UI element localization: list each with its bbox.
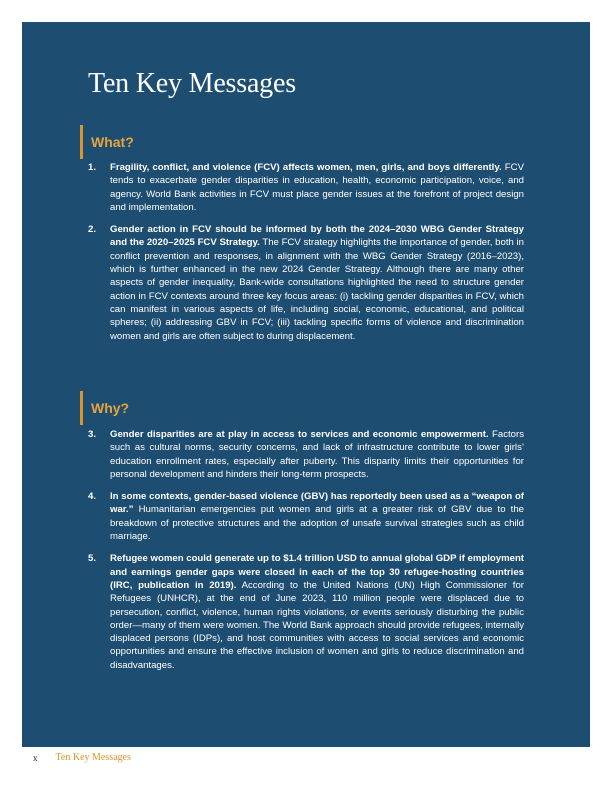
page-title: Ten Key Messages bbox=[88, 68, 296, 99]
item-lead: Refugee women could generate up to $1.4 trillion USD to annual global GDP if employment and earnings gender gaps were closed in each of the top 30 refugee-hosting countries (IRC, publication in 2019). bbox=[110, 553, 525, 591]
item-lead: Fragility, conflict, and violence (FCV) affects women, men, girls, and boys differently. bbox=[110, 162, 502, 173]
list-item bbox=[88, 552, 524, 672]
section-heading-label: Why? bbox=[91, 400, 130, 416]
list-item bbox=[88, 161, 524, 214]
what-list bbox=[88, 161, 524, 352]
item-number: 4. bbox=[88, 491, 97, 503]
item-number: 1. bbox=[88, 162, 97, 173]
section-heading-what bbox=[80, 125, 134, 159]
section-heading-why bbox=[80, 391, 129, 425]
why-list bbox=[88, 428, 524, 681]
item-lead: In some contexts, gender-based violence (GBV) has reportedly been used as a “weapon of war.” bbox=[110, 491, 524, 516]
list-item bbox=[88, 428, 524, 481]
item-number: 3. bbox=[88, 429, 97, 440]
item-body: Factors such as cultural norms, security concerns, and lack of infrastructure contribute to lower girls’ education enrollment rates, especially after puberty. This disparity limits their opportunities for personal development and hinders their long-term prospects. bbox=[110, 429, 525, 480]
item-body: Humanitarian emergencies put women and girls at a greater risk of GBV due to the breakdown of protective structures and the adoption of unsafe survival strategies such as child marriage. bbox=[110, 504, 524, 543]
section-heading-label: What? bbox=[91, 134, 134, 150]
page-number: x bbox=[33, 752, 38, 763]
item-body: FCV tends to exacerbate gender disparities in education, health, economic participation, voice, and agency. World Bank activities in FCV must place gender issues at the forefront of project design and implementation. bbox=[110, 162, 524, 213]
list-item bbox=[88, 223, 524, 343]
footer-title: Ten Key Messages bbox=[55, 752, 131, 763]
item-lead: Gender action in FCV should be informed by both the 2024–2030 WBG Gender Strategy and the 2020–2025 FCV Strategy. bbox=[110, 224, 524, 249]
item-number: 2. bbox=[88, 224, 97, 236]
item-body: The FCV strategy highlights the importance of gender, both in conflict prevention and responses, in alignment with the WBG Gender Strategy (2016–2023), which is further enhanced in the new 2024 Gender Strategy. Although there are many other aspects of gender inequality, Bank-wide consultations highlighted the need to structure gender action in FCV contexts around three key focus areas: (i) tackling gender disparities in FCV, which can manifest in various aspects of life, including social, economic, educational, and political spheres; (ii) addressing GBV in FCV; (iii) tackling specific forms of violence and discrimination women and girls are often subject to during displacement. bbox=[110, 237, 524, 342]
list-item bbox=[88, 490, 524, 543]
item-body: According to the United Nations (UN) High Commissioner for Refugees (UNHCR), at the end of June 2023, 110 million people were displaced due to persecution, conflict, violence, human rights violations, or events seriously disturbing the public order—many of them were women. The World Bank approach should provide refugees, internally displaced persons (IDPs), and host communities with access to social services and economic opportunities and ensure the effective inclusion of women and girls to reduce discrimination and disadvantages. bbox=[110, 579, 524, 671]
item-number: 5. bbox=[88, 553, 97, 565]
item-lead: Gender disparities are at play in access to services and economic empowerment. bbox=[110, 429, 489, 440]
page-footer bbox=[33, 752, 131, 763]
